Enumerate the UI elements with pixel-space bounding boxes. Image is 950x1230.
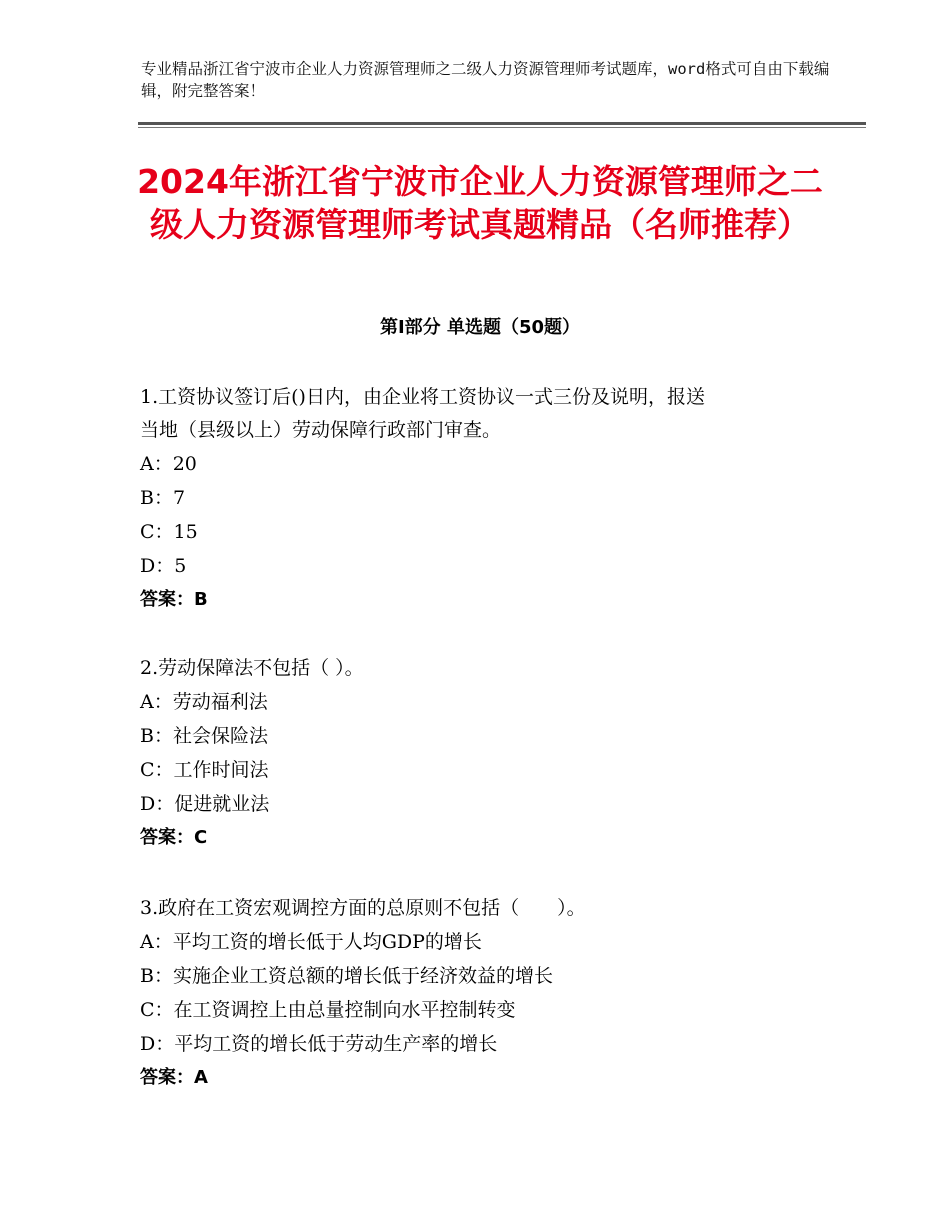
question-1: [140, 381, 840, 617]
question-3: [140, 892, 840, 1095]
option-c: C：15: [140, 521, 198, 543]
document-title: 2024年浙江省宁波市企业人力资源管理师之二级人力资源管理师考试真题精品（名师推荐）: [137, 162, 823, 244]
option-c: C：工作时间法: [140, 759, 269, 781]
answer: 答案：A: [140, 1067, 208, 1088]
section-heading: 第Ⅰ部分 单选题（50题）: [379, 317, 580, 338]
option-b: B：社会保险法: [140, 725, 268, 747]
option-b: B：7: [140, 487, 186, 509]
header-note: 专业精品浙江省宁波市企业人力资源管理师之二级人力资源管理师考试题库，word格式可自由下载编辑，附完整答案！: [141, 60, 830, 100]
option-b: B：实施企业工资总额的增长低于经济效益的增长: [140, 965, 553, 987]
question-stem-continued: 当地（县级以上）劳动保障行政部门审查。: [140, 419, 502, 441]
answer: 答案：B: [140, 589, 208, 610]
option-d: D：促进就业法: [140, 793, 270, 815]
answer: 答案：C: [140, 827, 208, 848]
option-d: D：5: [140, 555, 187, 577]
question-stem: 2.劳动保障法不包括（ ）。: [140, 657, 364, 679]
header-divider: [138, 122, 866, 125]
option-a: A：平均工资的增长低于人均GDP的增长: [140, 931, 482, 953]
option-d: D：平均工资的增长低于劳动生产率的增长: [140, 1033, 498, 1055]
question-stem: 3.政府在工资宏观调控方面的总原则不包括（ ）。: [140, 897, 586, 919]
option-a: A：劳动福利法: [140, 691, 268, 713]
header-divider-thin: [138, 127, 866, 128]
question-stem: 1.工资协议签订后()日内，由企业将工资协议一式三份及说明，报送: [140, 386, 705, 408]
option-c: C：在工资调控上由总量控制向水平控制转变: [140, 999, 516, 1021]
question-2: [140, 652, 840, 855]
option-a: A：20: [140, 453, 197, 475]
